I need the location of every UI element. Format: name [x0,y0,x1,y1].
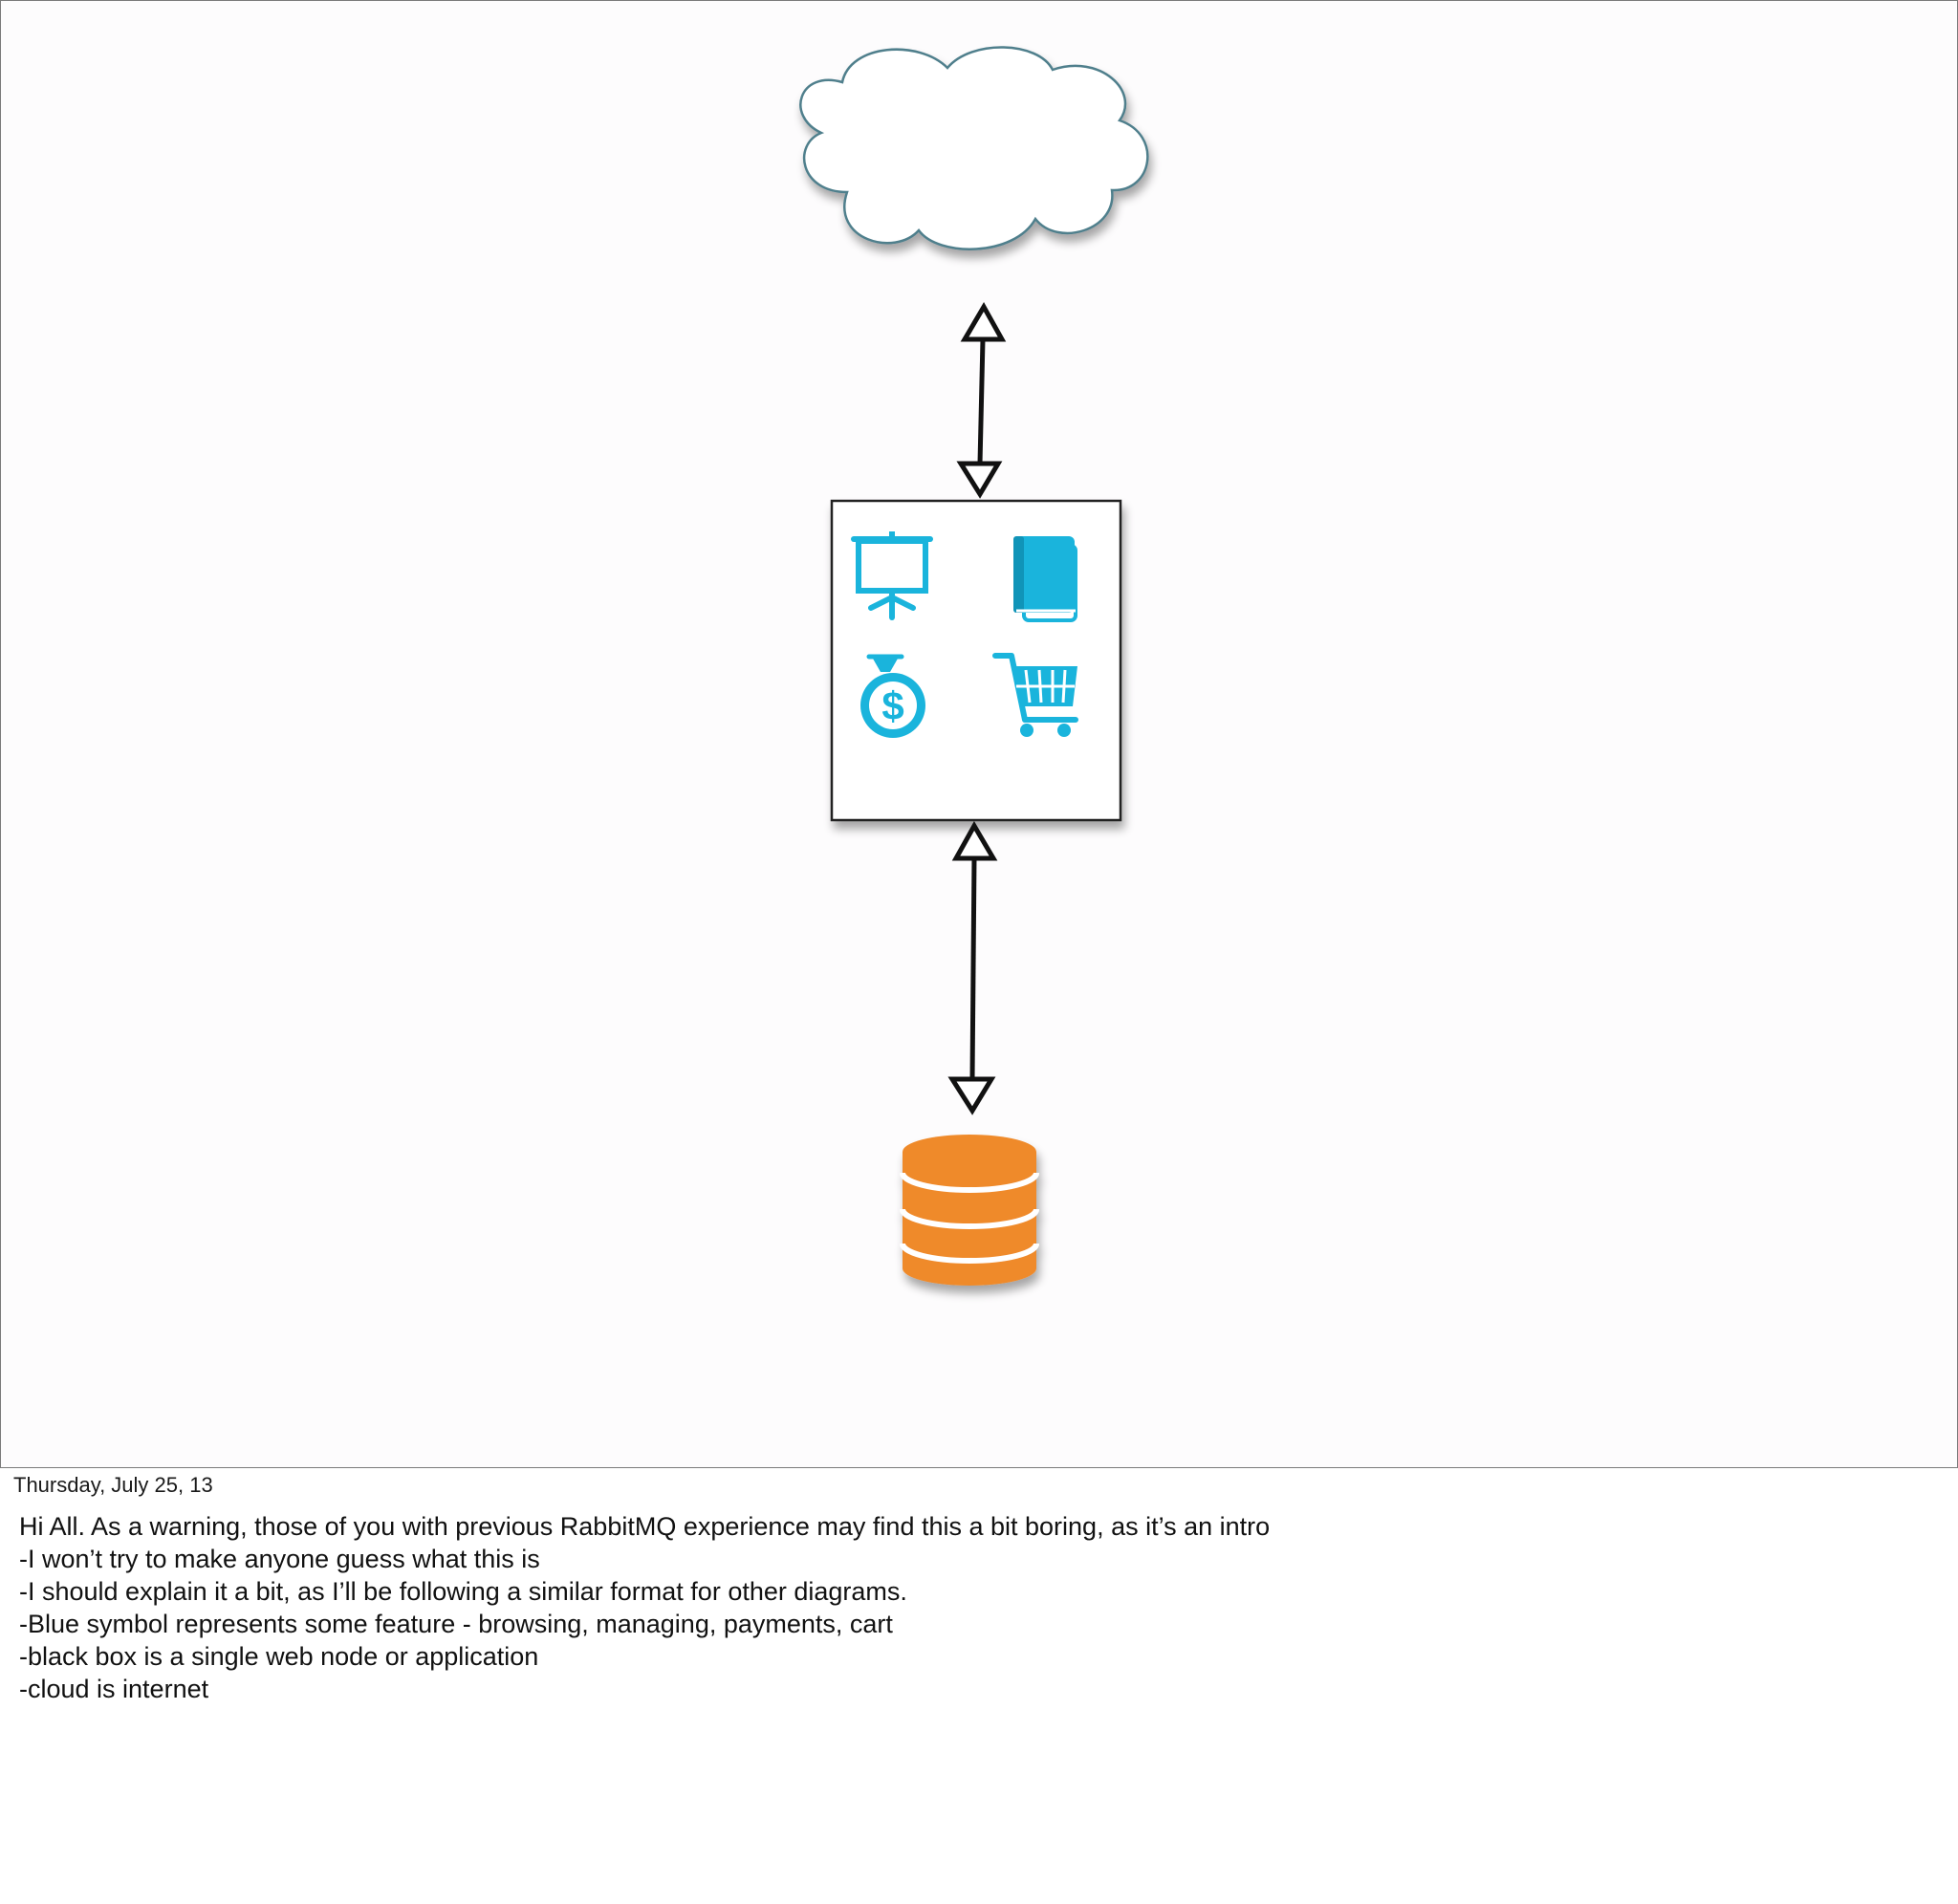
notes-date: Thursday, July 25, 13 [13,1473,213,1497]
notes-line: -I should explain it a bit, as I’ll be following a similar format for other diagrams. [19,1577,907,1606]
notes-line: -I won’t try to make anyone guess what this is [19,1545,540,1573]
architecture-diagram [1,1,1957,1467]
arrow-app-database [952,826,993,1111]
notes-line: -cloud is internet [19,1675,209,1703]
cloud-icon [800,47,1147,249]
book-icon [1013,536,1076,620]
svg-text:$: $ [881,683,904,728]
arrow-cloud-app [961,307,1002,494]
speaker-notes [19,1510,1644,1705]
app-box [832,501,1120,820]
notes-line: Hi All. As a warning, those of you with previous RabbitMQ experience may find this a bit boring, as it’s an intro [19,1512,1271,1541]
notes-line: -Blue symbol represents some feature - browsing, managing, payments, cart [19,1610,893,1638]
database-icon [903,1135,1036,1286]
notes-line: -black box is a single web node or application [19,1642,539,1671]
